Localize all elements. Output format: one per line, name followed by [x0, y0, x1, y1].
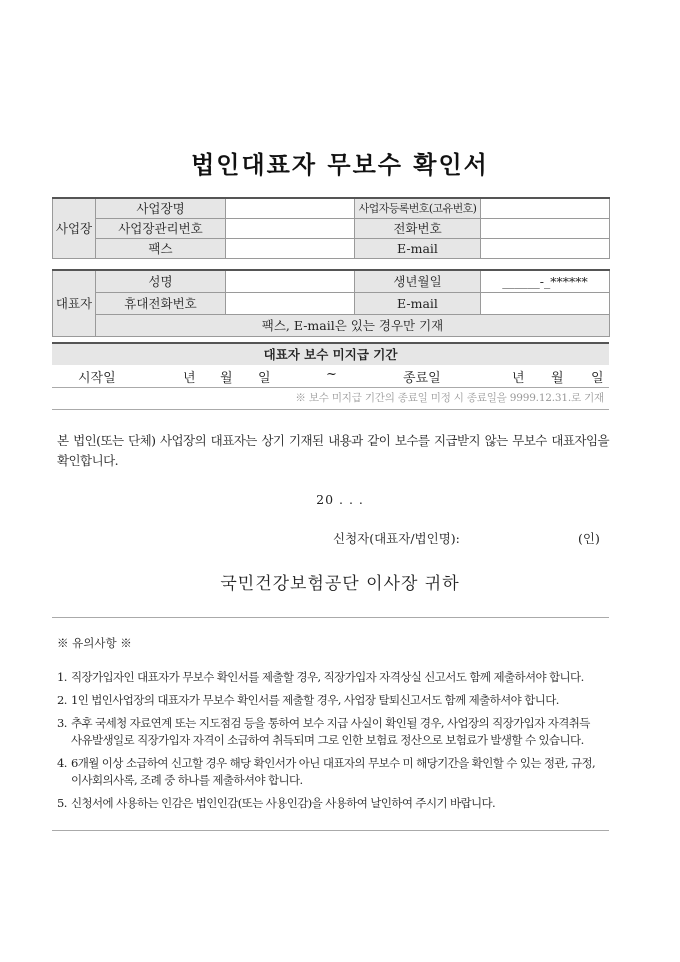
note-item: [57, 715, 613, 749]
rep-note: 팩스, E-mail은 있는 경우만 기재: [96, 315, 610, 337]
business-mgmt-no-field[interactable]: [226, 219, 355, 239]
note-number: 3.: [57, 716, 67, 730]
recipient-line: 국민건강보험공단 이사장 귀하: [220, 574, 460, 594]
business-fax-field[interactable]: [226, 239, 355, 259]
start-year-unit: 년: [183, 371, 196, 386]
applicant-label: 신청자(대표자/법인명):: [333, 531, 460, 546]
rep-email-field[interactable]: [481, 293, 610, 315]
notes-list: [57, 669, 613, 818]
note-number: 1.: [57, 670, 67, 684]
business-name-field[interactable]: [226, 198, 355, 219]
notes-bottom-rule: [52, 830, 609, 831]
rep-mobile-label: 휴대전화번호: [96, 293, 226, 315]
business-email-field[interactable]: [481, 239, 610, 259]
note-number: 5.: [57, 796, 67, 810]
note-number: 4.: [57, 756, 67, 770]
period-row: [52, 367, 609, 387]
note-line: 사유발생일로 직장가입자 자격이 소급하여 취득되며 그로 인한 보험료 정산으로 보험료가 발생할 수 있습니다.: [71, 733, 584, 747]
note-number: 2.: [57, 693, 67, 707]
end-day-unit: 일: [591, 371, 604, 386]
end-year-unit: 년: [512, 371, 525, 386]
note-line: 추후 국세청 자료연계 또는 지도점검 등을 통하여 보수 지급 사실이 확인될 경우, 사업장의 직장가입자 자격취득: [71, 716, 590, 730]
business-email-label: E-mail: [355, 239, 481, 259]
document-title: 법인대표자 무보수 확인서: [191, 151, 489, 179]
note-line: 6개월 이상 소급하여 신고할 경우 해당 확인서가 아닌 대표자의 무보수 미 해당기간을 확인할 수 있는 정관, 규정,: [71, 756, 596, 770]
end-month-unit: 월: [551, 371, 564, 386]
notes-top-rule: [52, 617, 609, 618]
rep-birth-field[interactable]: ______-_******: [481, 270, 610, 293]
seal-mark: (인): [578, 531, 600, 546]
notes-title: ※ 유의사항 ※: [57, 636, 132, 650]
note-item: [57, 795, 613, 812]
representative-info-table: [52, 269, 610, 337]
date-line: 20 . . .: [316, 492, 364, 507]
rep-email-label: E-mail: [355, 293, 481, 315]
period-bottom-rule: [52, 409, 609, 410]
period-start-label: 시작일: [78, 371, 116, 386]
business-reg-no-field[interactable]: [481, 198, 610, 219]
period-note: ※ 보수 미지급 기간의 종료일 미정 시 종료일을 9999.12.31.로 기재: [295, 392, 604, 404]
start-month-unit: 월: [220, 371, 233, 386]
period-header: 대표자 보수 미지급 기간: [52, 342, 609, 365]
rep-name-field[interactable]: [226, 270, 355, 293]
business-info-table: [52, 197, 610, 259]
note-item: [57, 692, 613, 709]
business-phone-field[interactable]: [481, 219, 610, 239]
period-divider: [52, 387, 609, 388]
rep-birth-label: 생년월일: [355, 270, 481, 293]
business-reg-no-label: 사업자등록번호(고유번호): [355, 198, 481, 219]
note-line: 1인 법인사업장의 대표자가 무보수 확인서를 제출할 경우, 사업장 탈퇴신고서도 함께 제출하셔야 합니다.: [71, 693, 559, 707]
note-line: 직장가입자인 대표자가 무보수 확인서를 제출할 경우, 직장가입자 자격상실 신고서도 함께 제출하셔야 합니다.: [71, 670, 584, 684]
business-mgmt-no-label: 사업장관리번호: [96, 219, 226, 239]
business-section-label: 사업장: [53, 198, 96, 259]
business-name-label: 사업장명: [96, 198, 226, 219]
business-phone-label: 전화번호: [355, 219, 481, 239]
business-fax-label: 팩스: [96, 239, 226, 259]
start-day-unit: 일: [258, 371, 271, 386]
rep-mobile-field[interactable]: [226, 293, 355, 315]
note-line: 이사회의사록, 조례 중 하나를 제출하셔야 합니다.: [71, 773, 303, 787]
period-end-label: 종료일: [403, 371, 441, 386]
rep-name-label: 성명: [96, 270, 226, 293]
rep-section-label: 대표자: [53, 270, 96, 337]
note-line: 신청서에 사용하는 인감은 법인인감(또는 사용인감)을 사용하여 날인하여 주시기 바랍니다.: [71, 796, 496, 810]
confirmation-statement: 본 법인(또는 단체) 사업장의 대표자는 상기 기재된 내용과 같이 보수를 지급받지 않는 무보수 대표자임을 확인합니다.: [57, 433, 609, 468]
note-item: [57, 755, 613, 789]
period-tilde: ~: [326, 367, 337, 382]
note-item: [57, 669, 613, 686]
